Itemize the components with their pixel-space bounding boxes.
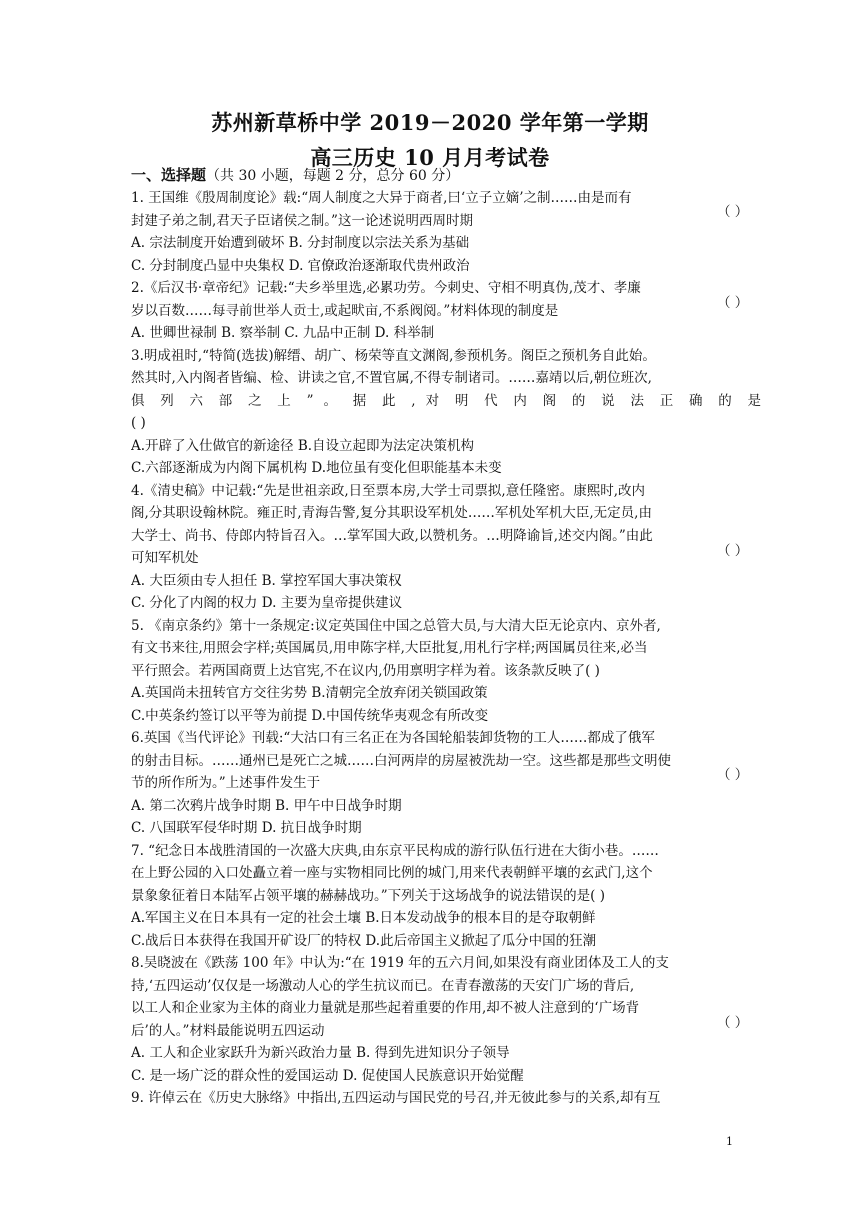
text-line: C. 是一场广泛的群众性的爱国运动 D. 促使国人民族意识开始觉醒 bbox=[131, 1067, 524, 1084]
text-line: 俱 列 六 部 之 上 ” 。 据 此 , 对 明 代 内 阁 的 说 法 正 确 的 是 bbox=[131, 392, 761, 409]
text-line: 在上野公园的入口处矗立着一座与实物相同比例的城门,用来代表朝鲜平壤的玄武门,这个 bbox=[131, 865, 653, 881]
text-line: A. 世卿世禄制 B. 察举制 C. 九品中正制 D. 科举制 bbox=[131, 325, 435, 341]
text-line: 封建子弟之制,君天子臣诸侯之制。”这一论述说明西周时期 bbox=[131, 212, 473, 229]
text-line: 大学士、尚书、侍郎内特旨召入。…掌军国大政,以赞机务。…明降谕旨,述交内阁。”由此 bbox=[131, 527, 653, 544]
answer-bracket: （ ） bbox=[717, 543, 749, 559]
text-line: 9. 许倬云在《历史大脉络》中指出,五四运动与国民党的号召,并无彼此参与的关系,却有互 bbox=[131, 1090, 661, 1106]
section-note: （共 30 小题，每题 2 分，总分 60 分） bbox=[206, 168, 460, 184]
text-line: 以工人和企业家为主体的商业力量就是那些起着重要的作用,却不被人注意到的‘广场背 bbox=[131, 1000, 640, 1016]
text-line: 持,‘五四运动’仅仅是一场激动人心的学生抗议而已。在青春激荡的天安门广场的背后, bbox=[131, 977, 635, 994]
text-line: 节的所作所为。”上述事件发生于 bbox=[131, 775, 321, 791]
text-line: 5. 《南京条约》第十一条规定:议定英国住中国之总管大员,与大清大臣无论京内、京外者, bbox=[131, 617, 661, 634]
answer-bracket: （ ） bbox=[717, 295, 749, 311]
text-line: 岁以百数……每寻前世举人贡士,或起畎亩,不系阀阅。”材料体现的制度是 bbox=[131, 302, 559, 319]
text-line: 3.明成祖时,“特简(选拔)解缙、胡广、杨荣等直文渊阁,参预机务。阁臣之预机务自此始。 bbox=[131, 347, 656, 364]
text-line: C. 八国联军侵华时期 D. 抗日战争时期 bbox=[131, 820, 362, 836]
text-line: C. 分封制度凸显中央集权 D. 官僚政治逐渐取代贵州政治 bbox=[131, 257, 470, 274]
text-line: 8.吴晓波在《跌荡 100 年》中认为:“在 1919 年的五六月间,如果没有商业团体及工人的支 bbox=[131, 955, 669, 971]
text-line: 有文书来往,用照会字样;英国属员,用申陈字样,大臣批复,用札行字样;两国属员往来,必当 bbox=[131, 640, 648, 656]
answer-bracket: （ ） bbox=[717, 767, 749, 783]
text-line: ( ) bbox=[131, 415, 146, 431]
text-line: A. 第二次鸦片战争时期 B. 甲午中日战争时期 bbox=[131, 797, 402, 814]
text-line: 6.英国《当代评论》刊载:“大沽口有三名正在为各国轮船装卸货物的工人……都成了俄军 bbox=[131, 730, 655, 746]
answer-bracket: （ ） bbox=[717, 1015, 749, 1031]
text-line: C.战后日本获得在我国开矿设厂的特权 D.此后帝国主义掀起了瓜分中国的狂潮 bbox=[131, 932, 597, 949]
text-line: C.中英条约签订以平等为前提 D.中国传统华夷观念有所改变 bbox=[131, 707, 489, 724]
text-line: 可知军机处 bbox=[131, 550, 199, 566]
exam-title-line2: 高三历史 10 月月考试卷 bbox=[310, 145, 550, 170]
text-line: C. 分化了内阁的权力 D. 主要为皇帝提供建议 bbox=[131, 595, 403, 611]
text-line: 4.《清史稿》中记载:“先是世祖亲政,日至票本房,大学士司票拟,意任隆密。康熙时,改内 bbox=[131, 482, 645, 499]
text-line: A. 大臣须由专人担任 B. 掌控军国大事决策权 bbox=[131, 572, 402, 589]
text-line: 的射击目标。……通州已是死亡之城……白河两岸的房屋被洗劫一空。这些都是那些文明使 bbox=[131, 752, 671, 769]
text-line: A. 宗法制度开始遭到破坏 B. 分封制度以宗法关系为基础 bbox=[131, 235, 470, 251]
exam-title-line1: 苏州新草桥中学 2019－2020 学年第一学期 bbox=[211, 110, 649, 135]
text-line: 1. 王国维《殷周制度论》载:“周人制度之大异于商者,曰‘立子立嫡’之制……由是而有 bbox=[131, 190, 632, 206]
text-line: A.英国尚未扭转官方交往劣势 B.清朝完全放弃闭关锁国政策 bbox=[131, 685, 488, 701]
text-line: C.六部逐渐成为内阁下属机构 D.地位虽有变化但职能基本未变 bbox=[131, 460, 502, 476]
text-line: 2.《后汉书·章帝纪》记载:“夫乡举里选,必累功劳。今刺史、守相不明真伪,茂才、孝廉 bbox=[131, 280, 641, 296]
text-line: 然其时,入内阁者皆编、检、讲读之官,不置官属,不得专制诸司。……嘉靖以后,朝位班次, bbox=[131, 370, 652, 386]
text-line: A.军国主义在日本具有一定的社会土壤 B.日本发动战争的根本目的是夺取朝鲜 bbox=[131, 910, 596, 926]
text-line: A. 工人和企业家跃升为新兴政治力量 B. 得到先进知识分子领导 bbox=[131, 1045, 510, 1061]
section-heading bbox=[131, 165, 459, 186]
text-line: 7. “纪念日本战胜清国的一次盛大庆典,由东京平民构成的游行队伍行进在大街小巷。…… bbox=[131, 842, 659, 859]
page-number: 1 bbox=[726, 1135, 733, 1148]
answer-bracket: （ ） bbox=[717, 204, 749, 220]
text-line: A.开辟了入仕做官的新途径 B.自设立起即为法定决策机构 bbox=[131, 437, 475, 454]
text-line: 景象象征着日本陆军占领平壤的赫赫战功。”下列关于这场战争的说法错误的是( ) bbox=[131, 887, 605, 904]
text-line: 平行照会。若两国商贾上达官宪,不在议内,仍用禀明字样为着。该条款反映了( ) bbox=[131, 662, 600, 679]
section-title: 一、选择题 bbox=[131, 166, 207, 184]
text-line: 后’的人。”材料最能说明五四运动 bbox=[131, 1022, 325, 1039]
text-line: 阁,分其职设翰林院。雍正时,青海告警,复分其职设军机处……军机处军机大臣,无定员,由 bbox=[131, 505, 652, 521]
